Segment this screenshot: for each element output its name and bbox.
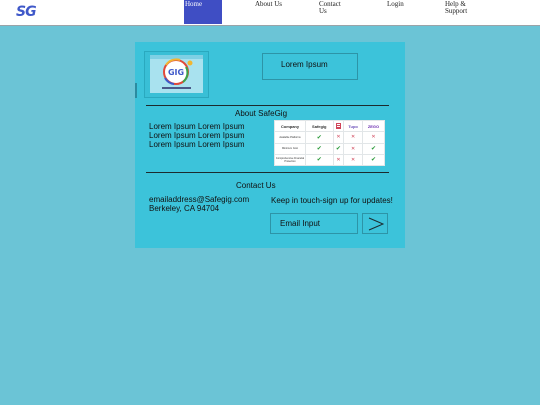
contact-info: [149, 195, 249, 213]
safegig-logo-card: [144, 51, 209, 98]
about-line: Lorem Ipsum Lorem Ipsum: [149, 122, 245, 131]
safegig-logo-image: [150, 55, 203, 93]
email-input[interactable]: Email Input: [270, 213, 358, 234]
svg-text:GIG: GIG: [167, 68, 185, 77]
submit-arrow-button[interactable]: [362, 213, 388, 234]
table-header-tupo: Tupo: [344, 121, 363, 132]
table-header-row: [275, 121, 385, 132]
row-label: Comprehensive Financial Protection: [275, 154, 306, 165]
lorem-ipsum-box: Lorem Ipsum: [262, 53, 358, 80]
cross-icon: ✕: [333, 132, 344, 143]
row-label: Available Platforms: [275, 132, 306, 143]
divider: [146, 172, 389, 173]
check-icon: ✔: [362, 143, 384, 154]
check-icon: ✔: [306, 143, 334, 154]
competitor-logo-icon: [336, 123, 341, 129]
table-row: [275, 132, 385, 143]
cross-icon: ✕: [333, 154, 344, 165]
table-header-safegig: Safegig: [306, 121, 334, 132]
divider: [146, 105, 389, 106]
cross-icon: ✕: [362, 132, 384, 143]
nav-item-contact[interactable]: Contact Us: [319, 0, 341, 15]
signup-text: Keep in touch-sign up for updates!: [271, 196, 393, 205]
about-line: Lorem Ipsum Lorem Ipsum: [149, 140, 245, 149]
panel-tab-marker: [135, 83, 137, 98]
about-heading: About SafeGig: [235, 109, 288, 118]
table-row: [275, 143, 385, 154]
check-icon: ✔: [362, 154, 384, 165]
contact-heading: Contact Us: [236, 181, 276, 190]
table-header-competitor-logo: [333, 121, 344, 132]
contact-email[interactable]: emailaddress@Safegig.com: [149, 195, 250, 204]
table-header-zego: ZEGO: [362, 121, 384, 132]
table-row: [275, 154, 385, 165]
check-icon: ✔: [306, 132, 334, 143]
cross-icon: ✕: [344, 154, 363, 165]
comparison-table: [274, 120, 385, 166]
top-navbar: [0, 0, 540, 26]
about-line: Lorem Ipsum Lorem Ipsum: [149, 131, 245, 140]
nav-item-about[interactable]: About Us: [255, 0, 283, 8]
row-label: Minimum Cost: [275, 143, 306, 154]
table-header-company: Company: [275, 121, 306, 132]
gig-logo-icon: [150, 55, 203, 93]
check-icon: ✔: [333, 143, 344, 154]
brand-logo[interactable]: SG: [16, 4, 36, 20]
cross-icon: ✕: [344, 143, 363, 154]
about-text: [149, 122, 245, 149]
cross-icon: ✕: [344, 132, 363, 143]
nav-item-login[interactable]: Login: [387, 0, 404, 8]
contact-address: Berkeley, CA 94704: [149, 204, 220, 213]
nav-item-home[interactable]: Home: [184, 0, 222, 24]
nav-item-help-support[interactable]: Help & Support: [445, 0, 468, 15]
check-icon: ✔: [306, 154, 334, 165]
arrow-right-icon: [363, 214, 387, 233]
